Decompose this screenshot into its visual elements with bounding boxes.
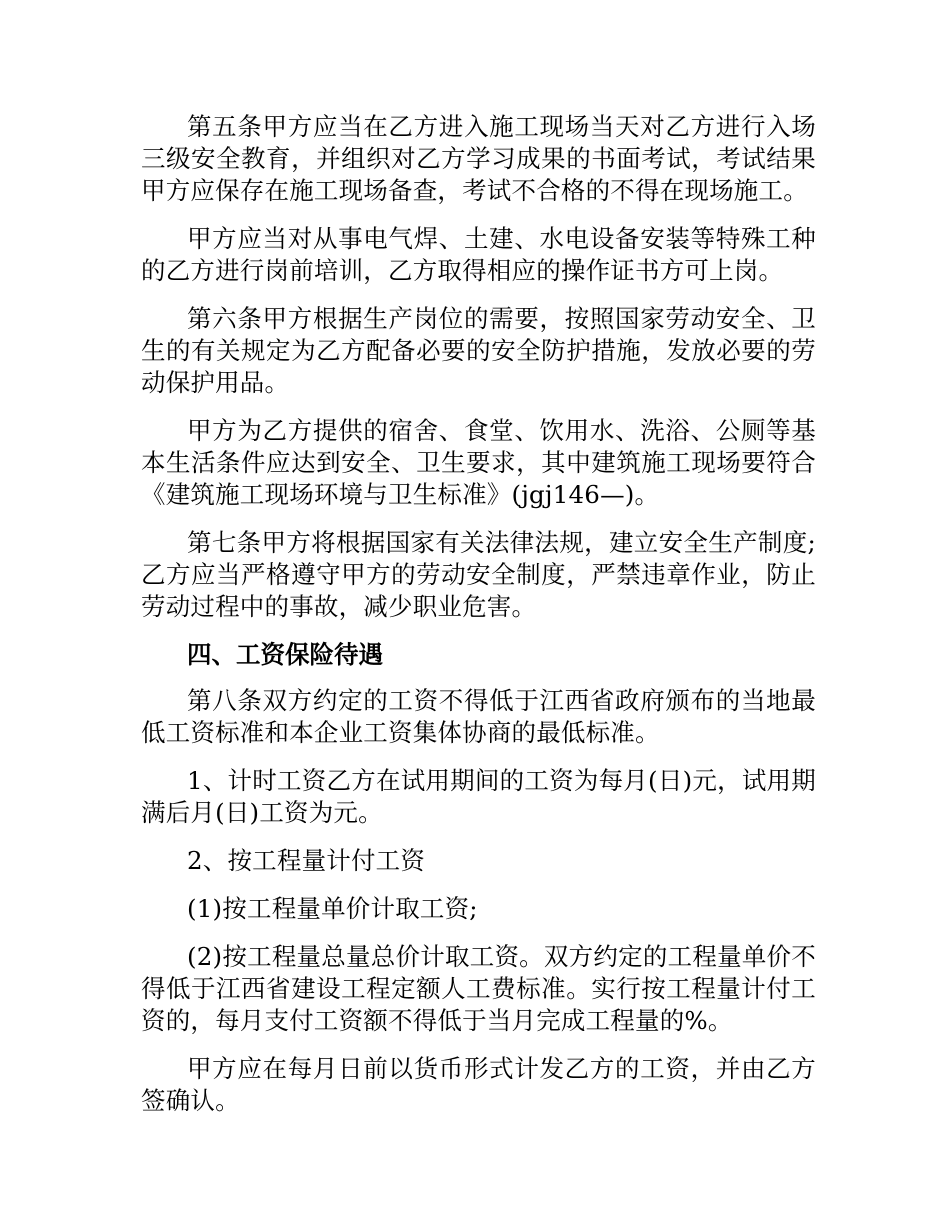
paragraph-payment-date: 甲方应在每月日前以货币形式计发乙方的工资，并由乙方签确认。 <box>141 1054 816 1115</box>
paragraph-piece-wage: 2、按工程量计付工资 <box>187 846 426 875</box>
document-body <box>141 111 816 1133</box>
paragraph-article-7: 第七条甲方将根据国家有关法律法规，建立安全生产制度;乙方应当严格遵守甲方的劳动安全制度，严禁违章作业，防止劳动过程中的事故，减少职业危害。 <box>141 528 816 621</box>
paragraph-article-8: 第八条双方约定的工资不得低于江西省政府颁布的当地最低工资标准和本企业工资集体协商的最低标准。 <box>141 686 816 747</box>
paragraph-article-6: 第六条甲方根据生产岗位的需要，按照国家劳动安全、卫生的有关规定为乙方配备必要的安全防护措施，发放必要的劳动保护用品。 <box>141 304 816 397</box>
paragraph-unit-price: (1)按工程量单价计取工资; <box>187 894 478 923</box>
paragraph-special-training: 甲方应当对从事电气焊、土建、水电设备安装等特殊工种的乙方进行岗前培训，乙方取得相应的操作证书方可上岗。 <box>141 224 816 285</box>
paragraph-article-5: 第五条甲方应当在乙方进入施工现场当天对乙方进行入场三级安全教育，并组织对乙方学习成果的书面考试，考试结果甲方应保存在施工现场备查，考试不合格的不得在现场施工。 <box>141 112 816 205</box>
paragraph-total-price: (2)按工程量总量总价计取工资。双方约定的工程量单价不得低于江西省建设工程定额人工费标准。实行按工程量计付工资的，每月支付工资额不得低于当月完成工程量的%。 <box>141 942 816 1035</box>
section-heading: 四、工资保险待遇 <box>187 640 383 669</box>
paragraph-hourly-wage: 1、计时工资乙方在试用期间的工资为每月(日)元，试用期满后月(日)工资为元。 <box>141 766 816 827</box>
paragraph-living-conditions: 甲方为乙方提供的宿舍、食堂、饮用水、洗浴、公厕等基本生活条件应达到安全、卫生要求，其中建筑施工现场要符合《建筑施工现场环境与卫生标准》(jgj146—)。 <box>141 416 816 509</box>
